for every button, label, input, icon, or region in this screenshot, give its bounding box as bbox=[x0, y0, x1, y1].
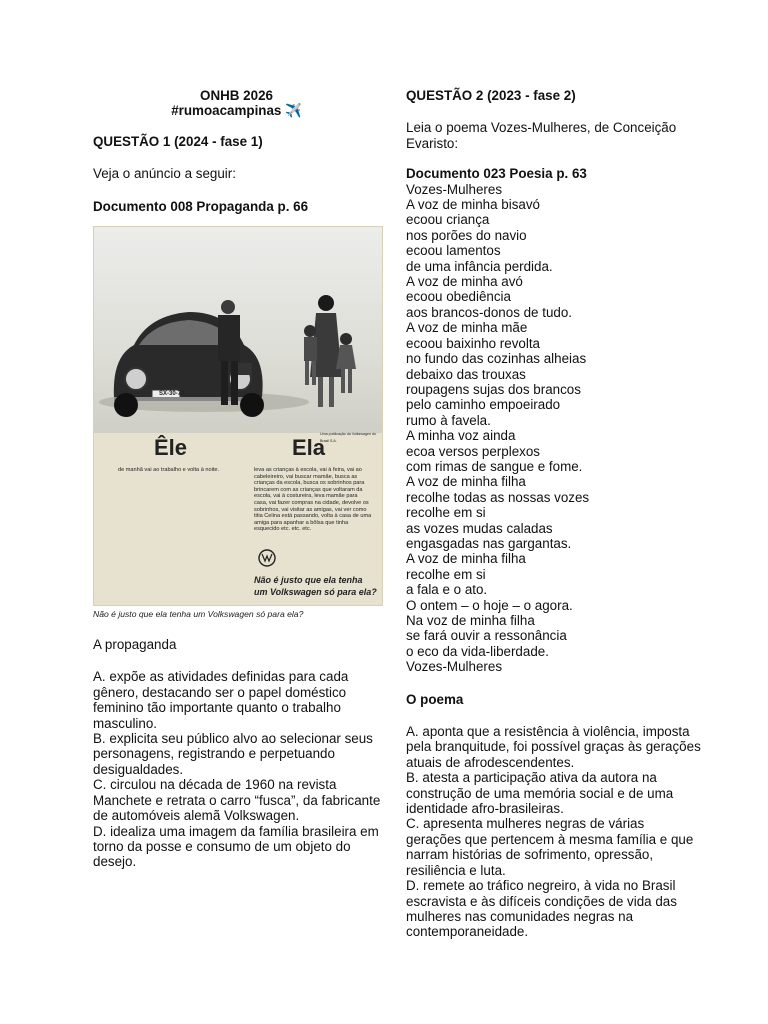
poem-line: com rimas de sangue e fome. bbox=[406, 458, 583, 474]
question-2-option-c: C. apresenta mulheres negras de várias gerações que pertencem à mesma família e que narram histórias de sofrimento, opressão, resiliência e luta. bbox=[406, 816, 694, 878]
document-header bbox=[93, 88, 380, 119]
ad-right-text: leva as crianças à escola, vai à feira, vai ao cabeleireiro, vai buscar mamãe, busca as crianças da escola, busca os sobrinhos para brincarem com as crianças que voltaram da escola, vai à costureira, leva mamãe para casa, vai fazer compras na cidade, devolve os sobrinhos, vai visitar as amigas, vai ver como titia Celina está passando, volta à casa de uma amiga para apanhar a bôlsa que tinha esquecido etc. etc. etc. bbox=[254, 467, 372, 533]
question-2-options bbox=[406, 724, 702, 940]
poem-line: pelo caminho empoeirado bbox=[406, 397, 561, 413]
poem-line: A voz de minha mãe bbox=[406, 320, 528, 336]
poem-line: a fala e o ato. bbox=[406, 582, 488, 598]
header-title: ONHB 2026 bbox=[200, 88, 273, 103]
question-1-document-ref: Documento 008 Propaganda p. 66 bbox=[93, 198, 309, 214]
poem-line: recolhe em si bbox=[406, 505, 486, 521]
question-1-intro: Veja o anúncio a seguir: bbox=[93, 166, 236, 182]
poem-line: o eco da vida-liberdade. bbox=[406, 643, 549, 659]
ad-slogan-line-2: um Volkswagen só para ela? bbox=[254, 587, 377, 598]
license-plate: SX-30-72 bbox=[159, 391, 185, 398]
poem bbox=[406, 182, 706, 675]
question-1-stem: A propaganda bbox=[93, 637, 177, 653]
poem-line: recolhe em si bbox=[406, 566, 486, 582]
question-2-option-b: B. atesta a participação ativa da autora na construção de uma memória social e de uma identidade afro-brasileiras. bbox=[406, 770, 674, 817]
question-2-option-a: A. aponta que a resistência à violência, imposta pela branquitude, foi possível graças às gerações atuais de afrodescendentes. bbox=[406, 724, 701, 770]
question-1-option-a: A. expõe as atividades definidas para cada gênero, destacando ser o papel doméstico feminino tão importante quanto o trabalho masculino. bbox=[93, 669, 349, 731]
question-1-options bbox=[93, 669, 383, 869]
ad-photo bbox=[94, 227, 382, 433]
poem-line: de uma infância perdida. bbox=[406, 258, 553, 274]
question-1-title: QUESTÃO 1 (2024 - fase 1) bbox=[93, 133, 263, 149]
poem-line: A voz de minha avó bbox=[406, 274, 523, 290]
question-2-title: QUESTÃO 2 (2023 - fase 2) bbox=[406, 88, 576, 103]
ad-caption: Não é justo que ela tenha um Volkswagen só para ela? bbox=[93, 609, 304, 620]
poem-line: A voz de minha bisavó bbox=[406, 197, 540, 213]
poem-line: A voz de minha filha bbox=[406, 474, 526, 490]
header-hashtag: #rumoacampinas ✈️ bbox=[171, 103, 302, 119]
poem-line: debaixo das trouxas bbox=[406, 366, 526, 382]
question-1-option-b: B. explicita seu público alvo ao selecionar seus personagens, registrando e perpetuando desigualdades. bbox=[93, 731, 373, 777]
ad-credit: Uma publicação da Volkswagen do Brasil S.A. bbox=[320, 432, 376, 443]
poem-line: A minha voz ainda bbox=[406, 428, 516, 444]
right-column bbox=[406, 88, 706, 940]
poem-line: ecoou criança bbox=[406, 212, 490, 228]
volkswagen-ad-image bbox=[93, 226, 383, 606]
poem-line: as vozes mudas caladas bbox=[406, 520, 553, 536]
poem-line: A voz de minha filha bbox=[406, 551, 526, 567]
poem-line: ecoou lamentos bbox=[406, 243, 501, 259]
question-2-stem: O poema bbox=[406, 691, 464, 707]
poem-line: nos porões do navio bbox=[406, 227, 527, 243]
ad-heading-ele: Êle bbox=[154, 435, 188, 461]
poem-line: ecoou obediência bbox=[406, 289, 511, 305]
question-1-option-d: D. idealiza uma imagem da família brasileira em torno da posse e consumo de um objeto do desejo. bbox=[93, 823, 379, 870]
ad-slogan-line-1: Não é justo que ela tenha bbox=[254, 575, 363, 586]
ad-left-text: de manhã vai ao trabalho e volta à noite. bbox=[118, 467, 220, 474]
poem-line: Na voz de minha filha bbox=[406, 613, 535, 628]
poem-line: engasgadas nas gargantas. bbox=[406, 535, 572, 551]
left-column bbox=[93, 88, 393, 870]
poem-line: rumo à favela. bbox=[406, 412, 491, 428]
volkswagen-logo-icon bbox=[258, 549, 276, 567]
poem-line: recolhe todas as nossas vozes bbox=[406, 489, 590, 505]
ad-heading-ela: Ela bbox=[292, 435, 326, 461]
poem-line: no fundo das cozinhas alheias bbox=[406, 351, 587, 367]
question-2-document-ref: Documento 023 Poesia p. 63 bbox=[406, 166, 587, 182]
poem-line: Vozes-Mulheres bbox=[406, 181, 503, 197]
poem-line: O ontem – o hoje – o agora. bbox=[406, 597, 573, 613]
poem-line: roupagens sujas dos brancos bbox=[406, 381, 581, 397]
question-2-option-d: D. remete ao tráfico negreiro, à vida no Brasil escravista e às difíceis condições de vida das mulheres nas comunidades negras na contemporaneidade. bbox=[406, 878, 677, 940]
poem-line: se fará ouvir a ressonância bbox=[406, 628, 567, 644]
question-1-option-c: C. circulou na década de 1960 na revista Manchete e retrata o carro “fusca”, da fabricante de automóveis alemã Volkswagen. bbox=[93, 777, 381, 824]
poem-line: aos brancos-donos de tudo. bbox=[406, 304, 573, 320]
poem-line: ecoa versos perplexos bbox=[406, 443, 540, 459]
poem-line: Vozes-Mulheres bbox=[406, 659, 503, 675]
question-2-intro: Leia o poema Vozes-Mulheres, de Conceição Evaristo: bbox=[406, 120, 677, 151]
beetle-family-illustration bbox=[94, 227, 382, 433]
poem-line: ecoou baixinho revolta bbox=[406, 335, 540, 351]
